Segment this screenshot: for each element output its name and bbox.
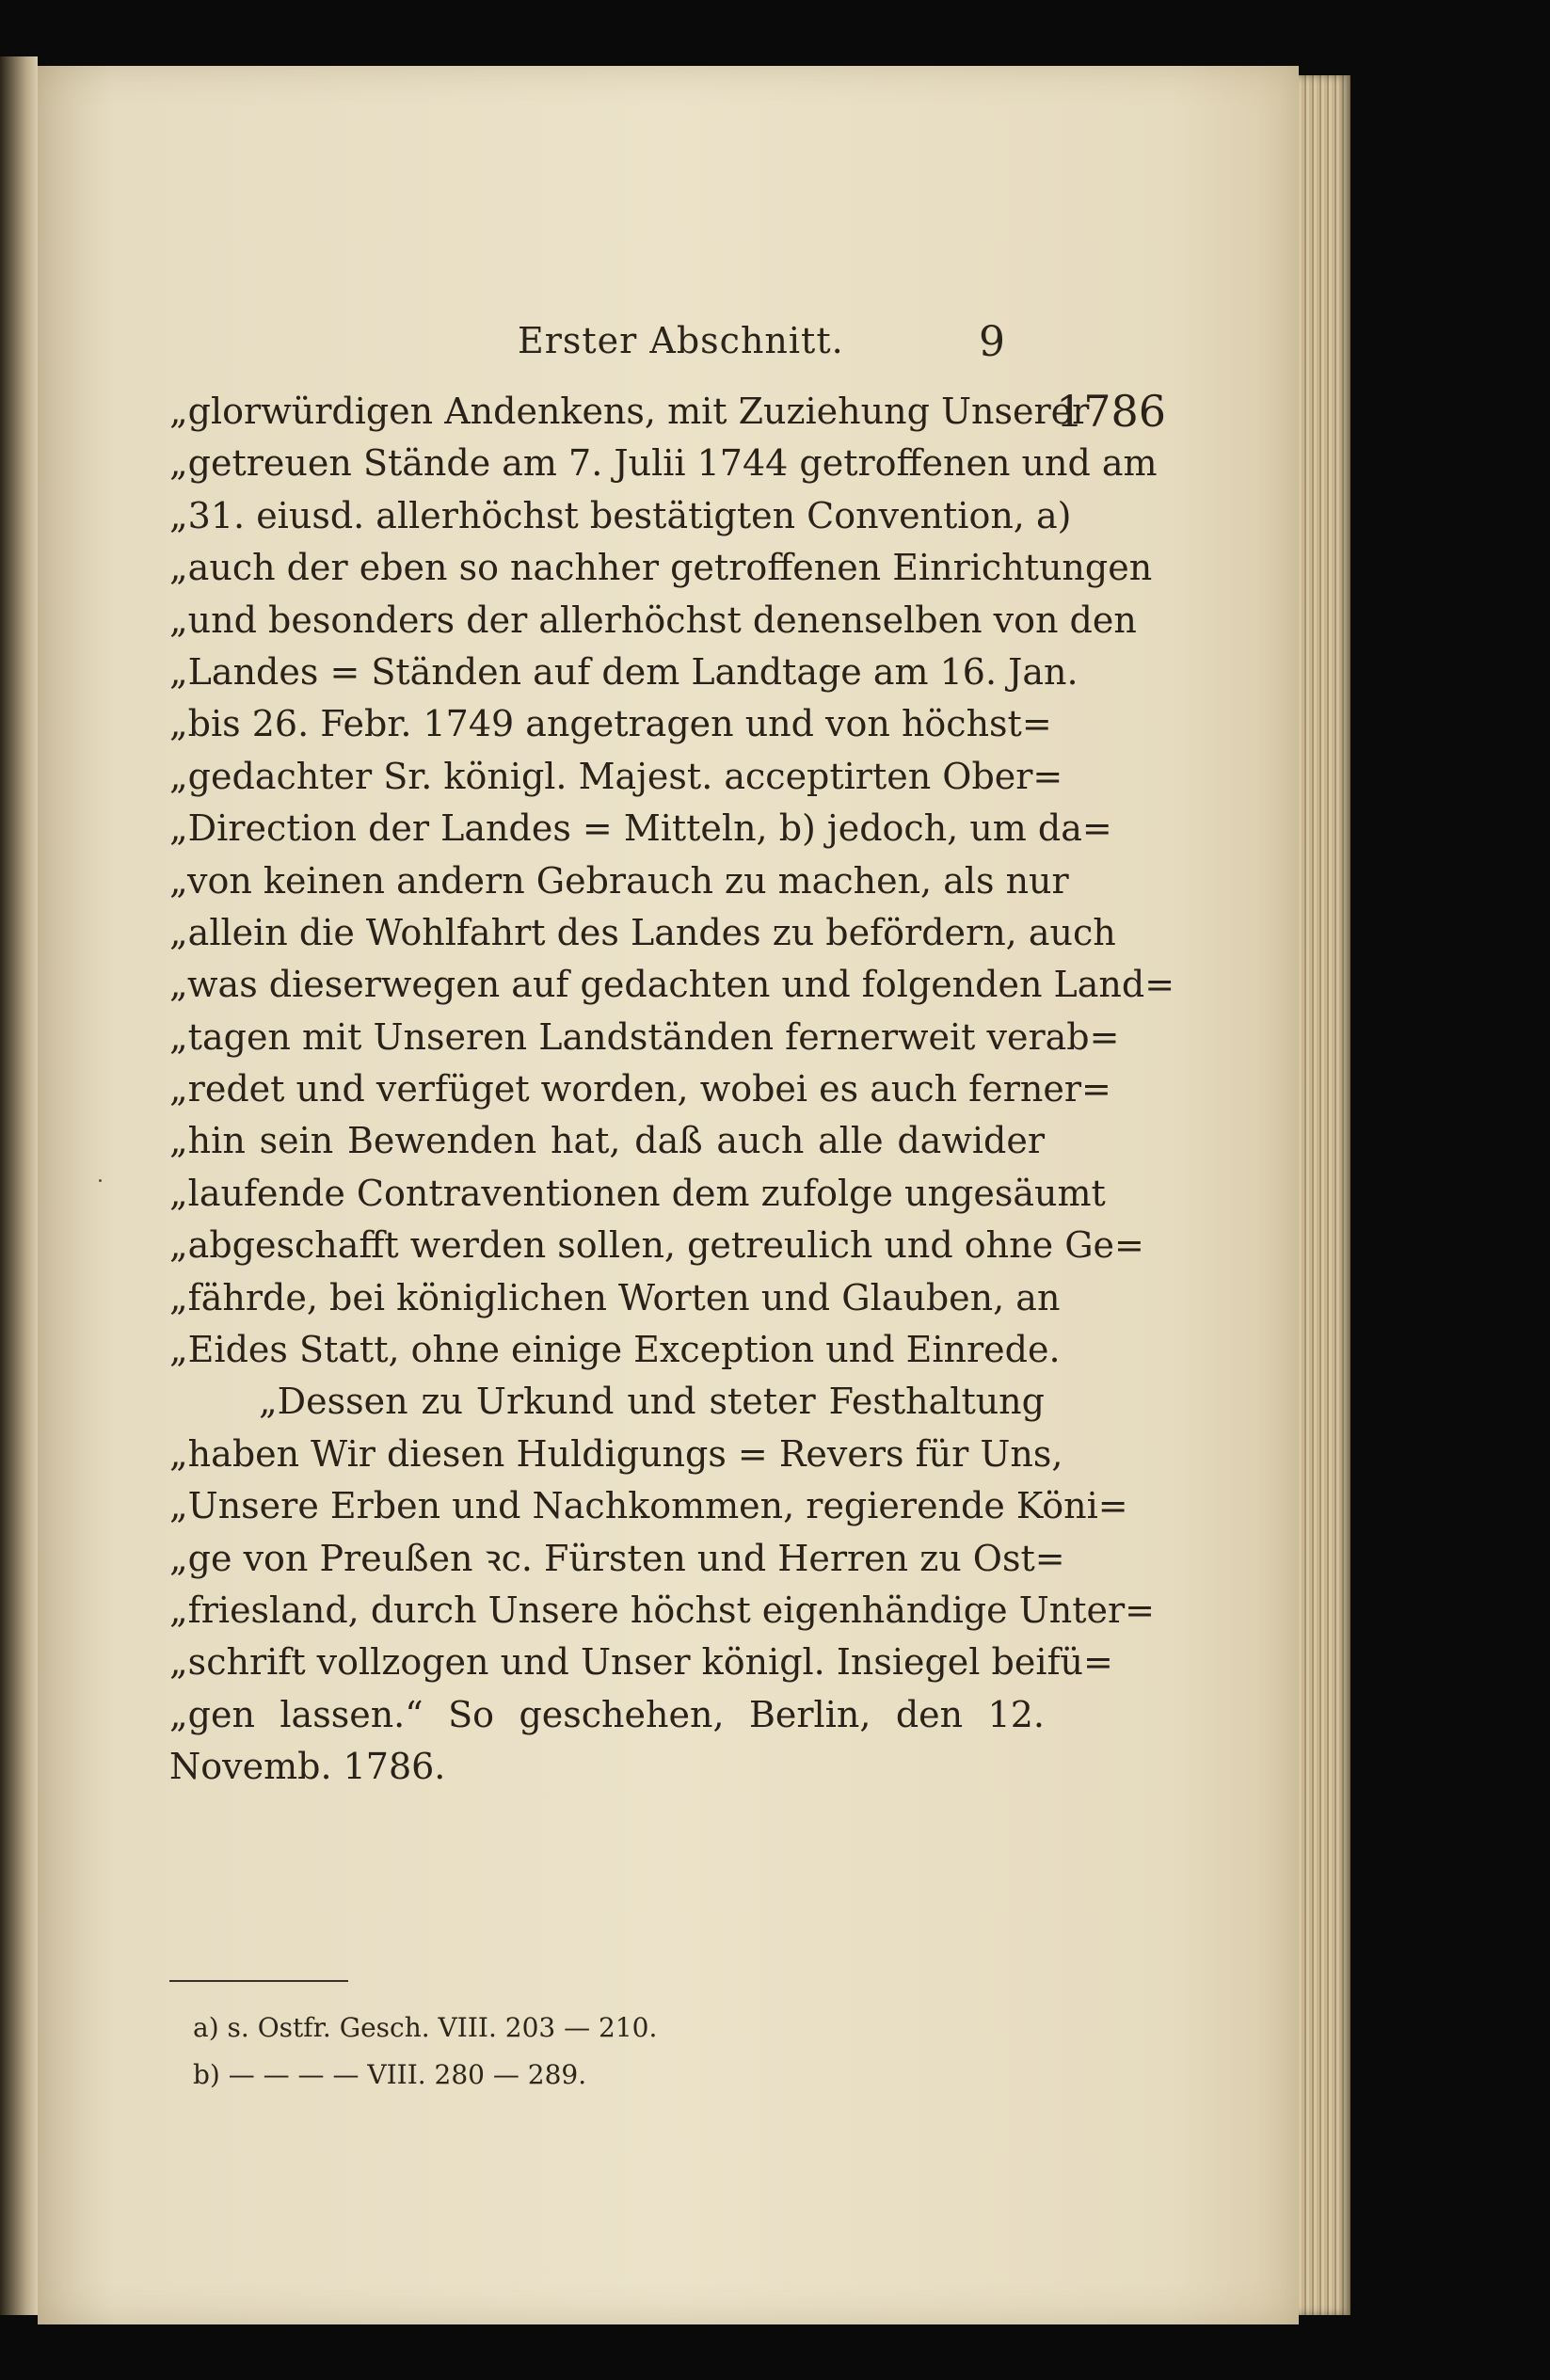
page-number: 9	[979, 318, 1005, 366]
text-line: „Unsere Erben und Nachkommen, regierende Köni=	[169, 1485, 1128, 1527]
text-line: „redet und verfüget worden, wobei es auch ferner=	[169, 1068, 1111, 1110]
text-line: „friesland, durch Unsere höchst eigenhändige Unter=	[169, 1589, 1155, 1631]
text-line: „haben Wir diesen Huldigungs = Revers für Uns,	[169, 1432, 1063, 1475]
text-line: „Eides Statt, ohne einige Exception und Einrede.	[169, 1329, 1061, 1371]
text-line: Novemb. 1786.	[169, 1746, 446, 1788]
text-line: „tagen mit Unseren Landständen fernerweit verab=	[169, 1015, 1120, 1058]
text-line: „schrift vollzogen und Unser königl. Insiegel beifü=	[169, 1641, 1113, 1684]
text-line: „was dieserwegen auf gedachten und folgenden Land=	[169, 964, 1175, 1006]
body-text	[169, 386, 1175, 1794]
running-head: Erster Abschnitt.	[518, 320, 844, 361]
footnote-rule	[169, 1980, 348, 1982]
page-header	[38, 320, 1299, 376]
text-line: „31. eiusd. allerhöchst bestätigten Convention, a)	[169, 494, 1072, 536]
text-line: „abgeschafft werden sollen, getreulich und ohne Ge=	[169, 1224, 1144, 1267]
book-fore-edge	[1294, 75, 1350, 2315]
text-line: „gedachter Sr. königl. Majest. acceptirten Ober=	[169, 755, 1063, 797]
text-line: „hin sein Bewenden hat, daß auch alle dawider	[169, 1120, 1045, 1162]
text-line: „fährde, bei königlichen Worten und Glauben, an	[169, 1276, 1061, 1318]
text-line: „Landes = Ständen auf dem Landtage am 16. Jan.	[169, 650, 1079, 693]
text-line: „und besonders der allerhöchst denenselben von den	[169, 599, 1137, 641]
text-line: „laufende Contraventionen dem zufolge ungesäumt	[169, 1172, 1106, 1214]
text-line: „auch der eben so nachher getroffenen Einrichtungen	[169, 547, 1153, 589]
facing-page-edge	[0, 56, 38, 2315]
text-line: „von keinen andern Gebrauch zu machen, als nur	[169, 859, 1069, 902]
book-page	[38, 66, 1299, 2324]
text-line: „bis 26. Febr. 1749 angetragen und von höchst=	[169, 703, 1052, 745]
text-line: „ge von Preußen ꝛc. Fürsten und Herren zu Ost=	[169, 1537, 1065, 1579]
text-line: „glorwürdigen Andenkens, mit Zuziehung Unserer	[169, 391, 1090, 432]
margin-mark: ˙	[94, 1176, 106, 1205]
text-line: „Direction der Landes = Mitteln, b) jedoch, um da=	[169, 807, 1112, 850]
text-line: „allein die Wohlfahrt des Landes zu befördern, auch	[169, 911, 1116, 953]
margin-year: 1786	[1056, 386, 1167, 437]
footnote: a) s. Ostfr. Gesch. VIII. 203 — 210.	[193, 2012, 658, 2043]
text-line: „Dessen zu Urkund und steter Festhaltung	[259, 1381, 1045, 1423]
text-line: „getreuen Stände am 7. Julii 1744 getroffenen und am	[169, 442, 1158, 485]
footnotes	[193, 2005, 852, 2099]
text-line: „gen lassen.“ So geschehen, Berlin, den 12.	[169, 1693, 1045, 1735]
footnote: b) — — — — VIII. 280 — 289.	[193, 2059, 587, 2090]
